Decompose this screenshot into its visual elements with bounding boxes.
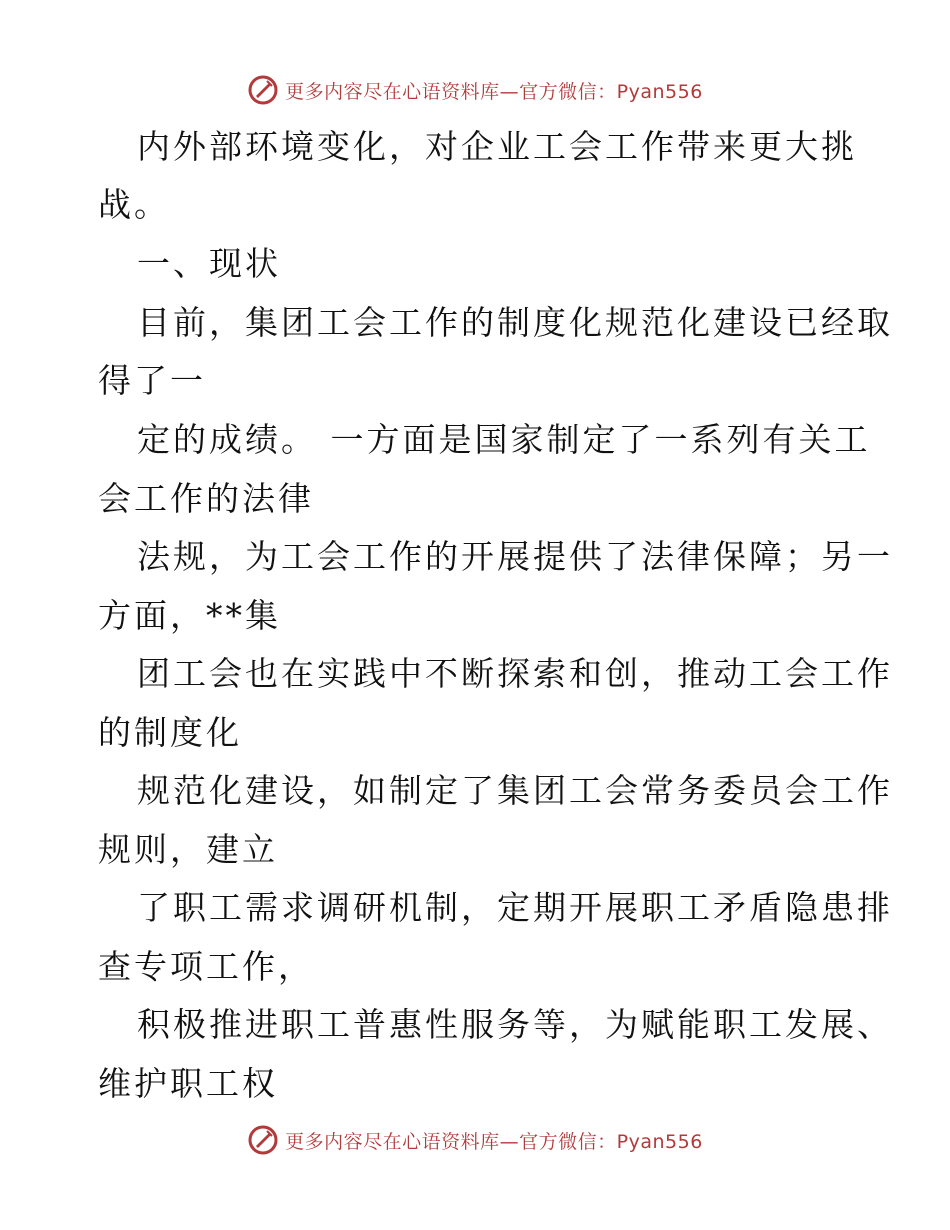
text-line: 内外部环境变化，对企业工会工作带来更大挑	[137, 127, 857, 166]
text-line: 方面，**集	[98, 596, 281, 635]
watermark-prefix: 更多内容尽在心语资料库	[285, 80, 500, 103]
quill-seal-icon	[247, 1124, 279, 1156]
text-line: 积极推进职工普惠性服务等，为赋能职工发展、	[137, 1005, 893, 1044]
text-line: 得了一	[98, 361, 206, 400]
text-line: 规范化建设，如制定了集团工会常务委员会工作	[137, 771, 893, 810]
watermark-suffix: 官方微信：Pyan556	[519, 80, 703, 103]
text-line: 查专项工作，	[98, 947, 314, 986]
text-line: 维护职工权	[98, 1064, 278, 1103]
text-line: 目前，集团工会工作的制度化规范化建设已经取	[137, 303, 893, 342]
watermark-text	[285, 1127, 703, 1154]
text-line: 法规，为工会工作的开展提供了法律保障；另一	[137, 537, 893, 576]
watermark-text	[285, 77, 703, 104]
quill-seal-icon	[247, 74, 279, 106]
text-line: 规则，建立	[98, 830, 278, 869]
header-watermark	[0, 70, 950, 110]
watermark-separator: —	[499, 80, 520, 103]
text-line: 战。	[98, 185, 170, 224]
text-line: 会工作的法律	[98, 479, 314, 518]
watermark-prefix: 更多内容尽在心语资料库	[285, 1130, 500, 1153]
text-line: 的制度化	[98, 713, 242, 752]
section-heading: 一、现状	[137, 244, 281, 283]
text-line: 定的成绩。 一方面是国家制定了一系列有关工	[137, 420, 871, 459]
text-line: 了职工需求调研机制，定期开展职工矛盾隐患排	[137, 888, 893, 927]
watermark-separator: —	[499, 1130, 520, 1153]
text-line: 团工会也在实践中不断探索和创，推动工会工作	[137, 654, 893, 693]
watermark-suffix: 官方微信：Pyan556	[519, 1130, 703, 1153]
footer-watermark	[0, 1120, 950, 1160]
